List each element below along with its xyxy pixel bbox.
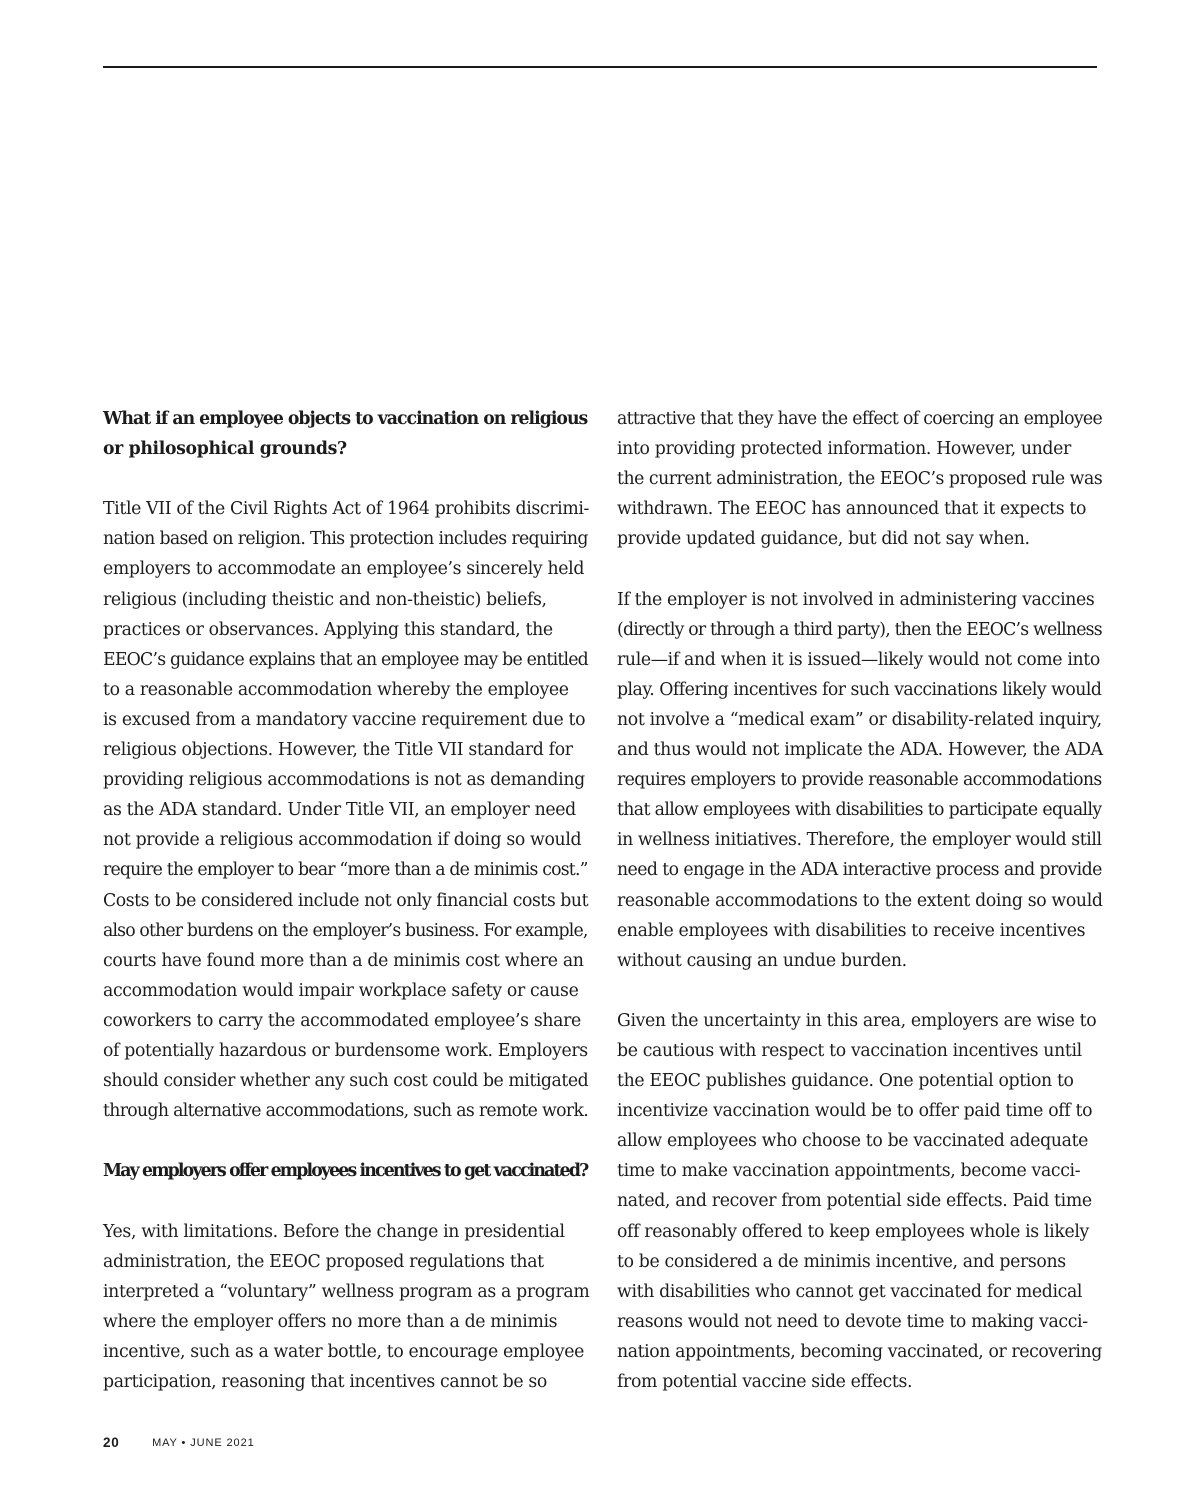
question-heading-religious xyxy=(103,404,589,464)
paragraph-wellness-rule xyxy=(617,585,1103,976)
text-line: Given the uncertainty in this area, employers are wise to xyxy=(617,1010,1097,1031)
text-line: Costs to be considered include not only financial costs but xyxy=(103,890,589,911)
paragraph-uncertainty xyxy=(617,1006,1103,1397)
text-line: off reasonably offered to keep employees whole is likely xyxy=(617,1221,1089,1242)
text-line: of potentially hazardous or burdensome work. Employers xyxy=(103,1040,588,1061)
text-line: coworkers to carry the accommodated employee’s share xyxy=(103,1010,581,1031)
text-line: require the employer to bear “more than a de minimis cost.” xyxy=(103,860,588,881)
text-line: time to make vaccination appointments, become vacci- xyxy=(617,1161,1081,1182)
text-line: practices or observances. Applying this standard, the xyxy=(103,619,553,640)
text-line: as the ADA standard. Under Title VII, an employer need xyxy=(103,800,576,821)
page-number: 20 xyxy=(103,1435,120,1450)
text-line: or philosophical grounds? xyxy=(103,439,347,460)
text-line: that allow employees with disabilities to participate equally xyxy=(617,800,1102,821)
text-line: If the employer is not involved in administering vaccines xyxy=(617,589,1095,610)
text-line: employers to accommodate an employee’s sincerely held xyxy=(103,559,585,580)
text-line: What if an employee objects to vaccination on religious xyxy=(103,409,588,429)
page-footer xyxy=(103,1434,255,1452)
text-line: not involve a “medical exam” or disability-related inquiry, xyxy=(617,709,1102,730)
text-line: into providing protected information. However, under xyxy=(617,439,1071,460)
text-line: reasons would not need to devote time to making vacci- xyxy=(617,1311,1088,1332)
text-line: administration, the EEOC proposed regulations that xyxy=(103,1251,544,1272)
text-line: from potential vaccine side effects. xyxy=(617,1372,913,1392)
text-line: nated, and recover from potential side effects. Paid time xyxy=(617,1191,1092,1212)
text-line: without causing an undue burden. xyxy=(617,950,907,971)
text-line: the current administration, the EEOC’s proposed rule was xyxy=(617,469,1103,490)
text-line: accommodation would impair workplace safety or cause xyxy=(103,980,579,1001)
text-line: enable employees with disabilities to receive incentives xyxy=(617,920,1086,941)
text-line: provide updated guidance, but did not say when. xyxy=(617,529,1030,550)
paragraph-limitations xyxy=(103,1217,589,1398)
text-line: courts have found more than a de minimis cost where an xyxy=(103,950,584,971)
text-line: incentivize vaccination would be to offer paid time off to xyxy=(617,1101,1093,1122)
text-line: where the employer offers no more than a de minimis xyxy=(103,1311,558,1332)
text-line: nation appointments, becoming vaccinated, or recovering xyxy=(617,1341,1102,1362)
paragraph-continued xyxy=(617,404,1103,554)
left-column xyxy=(103,404,589,1427)
text-line: incentive, such as a water bottle, to encourage employee xyxy=(103,1341,584,1362)
text-line: to a reasonable accommodation whereby the employee xyxy=(103,679,569,700)
header-rule xyxy=(103,66,1097,68)
text-line: participation, reasoning that incentives cannot be so xyxy=(103,1372,547,1392)
text-line: Title VII of the Civil Rights Act of 1964 prohibits discrimi- xyxy=(103,499,590,520)
text-line: religious objections. However, the Title VII standard for xyxy=(103,740,573,761)
text-line: not provide a religious accommodation if doing so would xyxy=(103,830,582,851)
text-line: providing religious accommodations is not as demanding xyxy=(103,770,585,791)
text-line: also other burdens on the employer’s business. For example, xyxy=(103,920,588,941)
text-line: need to engage in the ADA interactive process and provide xyxy=(617,860,1102,881)
text-line: interpreted a “voluntary” wellness program as a program xyxy=(103,1281,590,1302)
text-line: be cautious with respect to vaccination incentives until xyxy=(617,1040,1082,1061)
text-line: Yes, with limitations. Before the change in presidential xyxy=(103,1221,565,1242)
text-line: withdrawn. The EEOC has announced that it expects to xyxy=(617,499,1087,520)
paragraph-title-vii xyxy=(103,494,589,1126)
text-line: (directly or through a third party), then the EEOC’s wellness xyxy=(617,619,1102,640)
text-line: and thus would not implicate the ADA. However, the ADA xyxy=(617,740,1103,761)
text-line: requires employers to provide reasonable accommodations xyxy=(617,770,1102,791)
text-line: EEOC’s guidance explains that an employee may be entitled xyxy=(103,649,588,670)
text-line: May employers offer employees incentives to get vaccinated? xyxy=(103,1161,588,1182)
text-line: in wellness initiatives. Therefore, the employer would still xyxy=(617,830,1102,851)
text-line: reasonable accommodations to the extent doing so would xyxy=(617,890,1103,911)
right-column xyxy=(617,404,1103,1427)
text-line: religious (including theistic and non-theistic) beliefs, xyxy=(103,589,547,610)
text-line: to be considered a de minimis incentive, and persons xyxy=(617,1251,1066,1272)
text-line: attractive that they have the effect of coercing an employee xyxy=(617,409,1103,429)
text-line: is excused from a mandatory vaccine requirement due to xyxy=(103,709,586,730)
issue-date: MAY • JUNE 2021 xyxy=(152,1437,255,1449)
text-line: allow employees who choose to be vaccinated adequate xyxy=(617,1131,1089,1152)
text-line: should consider whether any such cost could be mitigated xyxy=(103,1071,589,1092)
text-line: the EEOC publishes guidance. One potential option to xyxy=(617,1071,1074,1092)
text-line: with disabilities who cannot get vaccinated for medical xyxy=(617,1281,1083,1302)
text-line: rule—if and when it is issued—likely would not come into xyxy=(617,649,1100,670)
text-line: play. Offering incentives for such vaccinations likely would xyxy=(617,679,1102,700)
text-line: nation based on religion. This protection includes requiring xyxy=(103,529,588,550)
text-line: through alternative accommodations, such as remote work. xyxy=(103,1101,589,1122)
question-heading-incentives xyxy=(103,1156,589,1186)
